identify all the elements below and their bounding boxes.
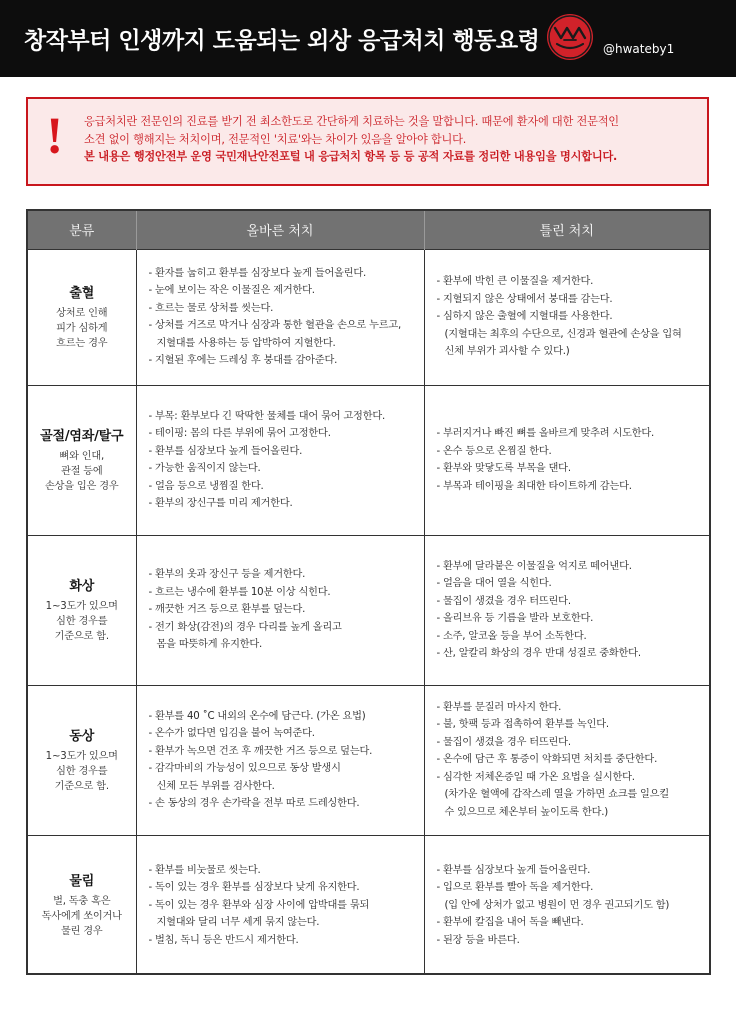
list-item: - 환부를 40 ˚C 내외의 온수에 담근다. (가온 요법)	[148, 710, 366, 722]
wrong-treatment-list	[425, 425, 710, 495]
category-description: 1~3도가 있으며	[45, 600, 118, 612]
wrong-treatment-list	[425, 558, 710, 663]
list-item: (지혈대는 최후의 수단으로, 신경과 혈관에 손상을 입혀	[444, 328, 682, 340]
category-description: 손상을 입은 경우	[44, 480, 119, 492]
list-item: - 온수가 없다면 입김을 불어 녹여준다.	[148, 728, 315, 739]
correct-treatment-list	[137, 862, 424, 950]
list-item: - 깨끗한 거즈 등으로 환부를 덮는다.	[148, 604, 306, 616]
wrong-treatment-cell	[424, 385, 709, 535]
notice-line: 응급처치란 전문인의 진료를 받기 전 최소한도로 간단하게 치료하는 것을 말합니다. 때문에 환자에 대한 전문적인	[84, 115, 619, 128]
list-item: - 올리브유 등 기름을 발라 보호한다.	[436, 613, 594, 624]
category-cell	[28, 385, 136, 535]
list-item: - 벌침, 독니 등은 반드시 제거한다.	[148, 934, 299, 946]
category-name: 출혈	[69, 285, 95, 301]
notice-line: 소견 없이 행해지는 처치이며, 전문적인 '치료'와는 차이가 있음을 알아야 합니다.	[84, 132, 467, 146]
list-item: (차가운 혈액에 갑작스레 열을 가하면 쇼크를 일으킬	[444, 789, 669, 801]
notice-text	[84, 113, 619, 166]
list-item: - 환자를 눕히고 환부를 심장보다 높게 들어올린다.	[148, 267, 367, 279]
list-item: - 눈에 보이는 작은 이물질은 제거한다.	[148, 285, 315, 296]
list-item: - 온수에 담근 후 통증이 악화되면 처치를 중단한다.	[436, 754, 658, 766]
list-item: - 흐르는 냉수에 환부를 10분 이상 식힌다.	[148, 586, 331, 598]
wrong-treatment-cell	[424, 249, 709, 385]
list-item: - 부러지거나 빠진 뼈를 올바르게 맞추려 시도한다.	[436, 428, 655, 439]
list-item: - 환부와 맞닿도록 부목을 댄다.	[436, 463, 571, 474]
category-name: 골절/염좌/탈구	[40, 428, 124, 444]
list-item: - 테이핑: 몸의 다른 부위에 묶어 고정한다.	[148, 428, 331, 439]
list-item: - 환부를 문질러 마사지 한다.	[436, 701, 562, 713]
list-item: - 산, 알칼리 화상의 경우 반대 성질로 중화한다.	[436, 648, 641, 659]
list-item: - 된장 등을 바른다.	[436, 934, 520, 946]
list-item: - 가능한 움직이지 않는다.	[148, 463, 261, 474]
list-item: - 얼음을 대어 열을 식힌다.	[436, 578, 552, 589]
category-description: 벌, 독충 혹은	[53, 895, 111, 907]
category-name: 화상	[69, 578, 95, 594]
list-item: - 부목과 테이핑을 최대한 타이트하게 감는다.	[436, 480, 632, 492]
wrong-treatment-cell	[424, 835, 709, 975]
category-description: 기준으로 함.	[54, 780, 109, 792]
list-item: - 물집이 생겼을 경우 터뜨린다.	[436, 736, 571, 748]
wrong-treatment-list	[425, 862, 710, 950]
list-item: - 감각마비의 가능성이 있으므로 동상 발생시	[148, 763, 341, 774]
list-item: - 얼음 등으로 냉찜질 한다.	[148, 480, 264, 492]
list-item: - 환부를 심장보다 높게 들어올린다.	[148, 445, 303, 457]
list-item: - 전기 화상(감전)의 경우 다리를 높게 올리고	[148, 621, 342, 633]
list-item: - 온수 등으로 온찜질 한다.	[436, 445, 552, 457]
list-item: - 환부의 장신구를 미리 제거한다.	[148, 498, 293, 509]
wrong-treatment-cell	[424, 685, 709, 835]
correct-treatment-list	[137, 566, 424, 654]
category-description: 심한 경우를	[56, 765, 108, 777]
category-cell	[28, 685, 136, 835]
category-name: 동상	[69, 728, 95, 744]
list-item: - 심각한 저체온증일 때 가온 요법을 실시한다.	[436, 771, 635, 783]
list-item: - 지혈된 후에는 드레싱 후 붕대를 감아준다.	[148, 355, 338, 366]
table-row	[28, 835, 709, 975]
list-item: 지혈대와 달리 너무 세게 묶지 않는다.	[156, 917, 320, 928]
correct-treatment-cell	[136, 535, 424, 685]
column-header-wrong: 틀린 처치	[424, 211, 709, 249]
list-item: - 독이 있는 경우 환부와 심장 사이에 압박대를 묶되	[148, 899, 370, 911]
list-item: - 물집이 생겼을 경우 터뜨린다.	[436, 595, 571, 607]
table-row	[28, 535, 709, 685]
list-item: - 환부에 박힌 큰 이물질을 제거한다.	[436, 276, 594, 288]
brand-logo-icon	[547, 14, 593, 60]
category-description: 심한 경우를	[56, 615, 108, 627]
list-item: - 손 동상의 경우 손가락을 전부 따로 드레싱한다.	[148, 798, 360, 809]
category-description: 뼈와 인대,	[59, 450, 105, 462]
notice-box	[26, 97, 709, 186]
list-item: - 환부를 비눗물로 씻는다.	[148, 864, 261, 876]
first-aid-table	[26, 209, 711, 975]
table-row	[28, 249, 709, 385]
list-item: - 환부에 칼집을 내어 독을 빼낸다.	[436, 917, 584, 928]
correct-treatment-list	[137, 265, 424, 370]
list-item: - 환부가 녹으면 건조 후 깨끗한 거즈 등으로 덮는다.	[148, 745, 373, 757]
table-row	[28, 685, 709, 835]
category-name: 물림	[69, 873, 95, 889]
category-description: 물린 경우	[60, 925, 103, 937]
category-description: 기준으로 함.	[54, 630, 109, 642]
list-item: - 흐르는 물로 상처를 씻는다.	[148, 302, 274, 314]
exclamation-icon: !	[46, 108, 64, 165]
correct-treatment-cell	[136, 685, 424, 835]
header-bar	[0, 0, 736, 77]
list-item: 신체 모든 부위를 검사한다.	[156, 780, 275, 792]
table-row	[28, 385, 709, 535]
list-item: - 입으로 환부를 빨아 독을 제거한다.	[436, 882, 594, 893]
list-item: - 환부에 달라붙은 이물질을 억지로 떼어낸다.	[436, 560, 632, 572]
column-header-correct: 올바른 처치	[136, 211, 424, 249]
category-cell	[28, 249, 136, 385]
list-item: 몸을 따뜻하게 유지한다.	[156, 639, 263, 651]
wrong-treatment-list	[425, 699, 710, 822]
notice-line-source: 본 내용은 행정안전부 운영 국민재난안전포털 내 응급처치 항목 등 등 공적 자료를 정리한 내용임을 명시합니다.	[84, 150, 618, 163]
category-description: 독사에게 쏘이거나	[41, 910, 122, 922]
column-header-category: 분류	[28, 211, 136, 249]
list-item: - 상처를 거즈로 막거나 심장과 통한 혈관을 손으로 누르고,	[148, 320, 402, 331]
wrong-treatment-list	[425, 273, 710, 361]
list-item: 신체 부위가 괴사할 수 있다.)	[444, 346, 570, 358]
category-description: 흐르는 경우	[56, 337, 108, 349]
author-handle: @hwateby1	[603, 42, 675, 56]
category-description: 1~3도가 있으며	[45, 750, 118, 762]
list-item: - 부목: 환부보다 긴 딱딱한 물체를 대어 묶어 고정한다.	[148, 410, 386, 422]
correct-treatment-list	[137, 408, 424, 513]
correct-treatment-list	[137, 708, 424, 813]
list-item: - 환부의 옷과 장신구 등을 제거한다.	[148, 569, 306, 581]
category-description: 상처로 인해	[56, 307, 108, 319]
wrong-treatment-cell	[424, 535, 709, 685]
list-item: - 환부를 심장보다 높게 들어올린다.	[436, 864, 591, 876]
correct-treatment-cell	[136, 249, 424, 385]
category-description: 관절 등에	[60, 465, 103, 477]
correct-treatment-cell	[136, 385, 424, 535]
list-item: 수 있으므로 체온부터 높이도록 한다.)	[444, 806, 609, 818]
list-item: - 소주, 알코올 등을 부어 소독한다.	[436, 630, 587, 642]
category-cell	[28, 535, 136, 685]
list-item: - 지혈되지 않은 상태에서 붕대를 감는다.	[436, 293, 613, 305]
list-item: 지혈대를 사용하는 등 압박하여 지혈한다.	[156, 337, 336, 349]
list-item: - 독이 있는 경우 환부를 심장보다 낮게 유지한다.	[148, 882, 360, 893]
category-cell	[28, 835, 136, 975]
table-header-row	[28, 211, 709, 249]
list-item: - 심하지 않은 출혈에 지혈대를 사용한다.	[436, 311, 613, 323]
correct-treatment-cell	[136, 835, 424, 975]
category-description: 피가 심하게	[56, 322, 108, 334]
list-item: - 불, 핫팩 등과 접촉하여 환부를 녹인다.	[436, 719, 609, 731]
list-item: (입 안에 상처가 없고 병원이 먼 경우 권고되기도 함)	[444, 899, 670, 911]
page-title: 창작부터 인생까지 도움되는 외상 응급처치 행동요령	[24, 28, 540, 54]
